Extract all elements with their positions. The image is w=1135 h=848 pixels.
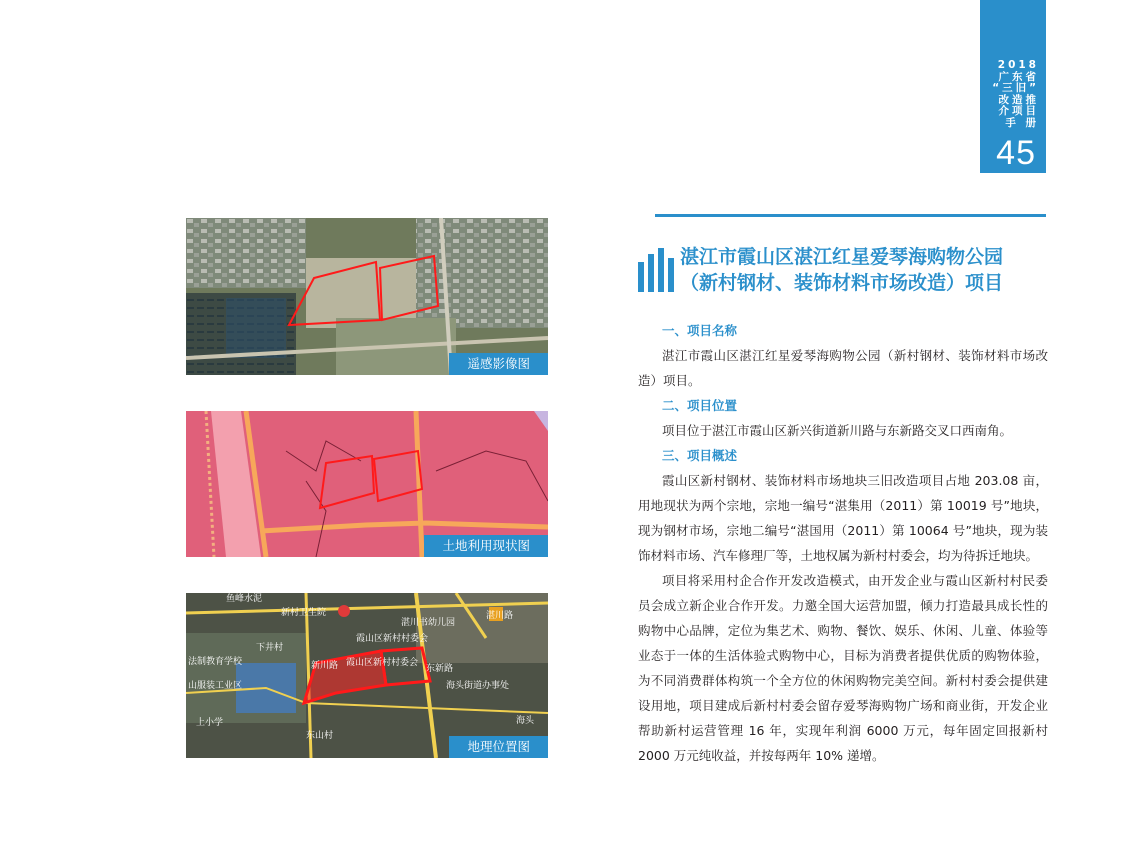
map-label: 东新路 bbox=[426, 664, 454, 674]
bars-icon bbox=[638, 248, 676, 292]
tab-line: 改造推 bbox=[998, 93, 1039, 106]
tab-line: 广东省 bbox=[998, 70, 1039, 83]
map-label: 法制教育学校 bbox=[188, 657, 243, 667]
tab-line: 手 册 bbox=[1005, 116, 1039, 129]
page-tab bbox=[980, 0, 1046, 173]
map-label: 新村卫生院 bbox=[281, 608, 327, 618]
paragraph: 湛江市霞山区湛江红星爱琴海购物公园（新村钢材、装饰材料市场改造）项目。 bbox=[638, 348, 1048, 388]
map-label: 海头街道办事处 bbox=[446, 681, 510, 691]
satellite-image-figure bbox=[186, 218, 548, 375]
tab-line: 介项目 bbox=[998, 105, 1039, 117]
map-label: 湛川书幼儿园 bbox=[401, 618, 456, 628]
location-map bbox=[186, 593, 548, 758]
map-label: 山服装工业区 bbox=[188, 681, 243, 691]
paragraph: 项目位于湛江市霞山区新兴街道新川路与东新路交叉口西南角。 bbox=[662, 423, 1013, 438]
figure-caption: 地理位置图 bbox=[449, 736, 548, 758]
land-use-map-figure bbox=[186, 411, 548, 557]
section-heading: 一、项目名称 bbox=[662, 323, 738, 338]
page-number: 45 bbox=[996, 134, 1036, 172]
section-heading: 二、项目位置 bbox=[662, 398, 738, 413]
project-title bbox=[680, 244, 1060, 296]
tab-line: “三旧” bbox=[992, 82, 1039, 94]
figure-caption: 土地利用现状图 bbox=[424, 535, 548, 557]
project-body bbox=[638, 318, 1048, 768]
title-rule bbox=[655, 214, 1046, 217]
figure-caption: 遥感影像图 bbox=[449, 353, 548, 375]
map-label: 霞山区新村村委会 bbox=[356, 634, 429, 644]
map-label: 鱼峰水泥 bbox=[226, 594, 263, 604]
title-line: （新村钢材、装饰材料市场改造）项目 bbox=[680, 272, 1004, 294]
section-heading: 三、项目概述 bbox=[662, 448, 738, 463]
tab-line: 2018 bbox=[997, 59, 1039, 71]
location-map-figure bbox=[186, 593, 548, 758]
map-label: 下井村 bbox=[256, 643, 284, 653]
title-line: 湛江市霞山区湛江红星爱琴海购物公园 bbox=[680, 246, 1004, 268]
satellite-image bbox=[186, 218, 548, 375]
tab-caption bbox=[992, 60, 1039, 129]
map-label: 湛川路 bbox=[486, 611, 514, 621]
paragraph: 项目将采用村企合作开发改造模式，由开发企业与霞山区新村村民委员会成立新企业合作开发。力邀全国大运营加盟，倾力打造最具成长性的购物中心品牌，定位为集艺术、购物、餐饮、娱乐、休闲、儿童、体验等业态于一体的生活体验式购物中心，目标为消费者提供优质的购物体验，为不同消费群体构筑一个全方位的休闲购物完美空间。新村村委会提供建设用地，项目建成后新村村委会留存爱琴海购物广场和商业街，开发企业帮助新村运营管理 16 年，实现年利润 6000 万元，每年固定回报新村 2000 万元纯收益，并按每两年 10% 递增。 bbox=[638, 573, 1048, 763]
map-label: 上小学 bbox=[196, 718, 224, 728]
map-label: 霞山区新村村委会 bbox=[346, 658, 419, 668]
paragraph: 霞山区新村钢材、装饰材料市场地块三旧改造项目占地 203.08 亩，用地现状为两个宗地，宗地一编号“湛集用（2011）第 10019 号”地块，现为钢材市场，宗地二编号“湛国用（2011）第 10064 号”地块，现为装饰材料市场、汽车修理厂等，土地权属为新村村委会，均为待拆迁地块。 bbox=[638, 473, 1048, 563]
map-label: 新川路 bbox=[311, 661, 339, 671]
map-label: 东山村 bbox=[306, 731, 334, 741]
map-label: 海头 bbox=[516, 716, 535, 726]
